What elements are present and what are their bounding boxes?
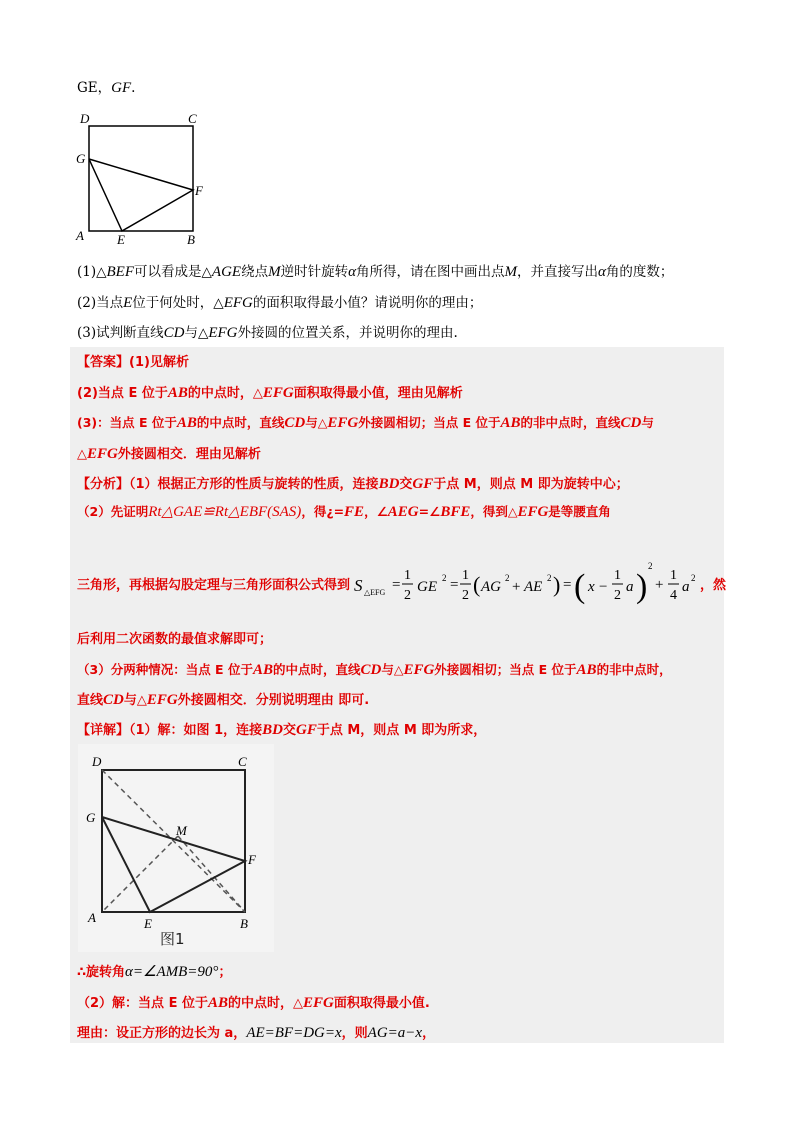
after-line-2: （2）解：当点 E 位于AB的中点时，△EFG面积取得最小值.	[77, 995, 430, 1011]
svg-text:2: 2	[462, 588, 469, 603]
svg-text:4: 4	[670, 588, 677, 603]
segment-mb	[178, 836, 245, 912]
svg-text:+: +	[655, 577, 664, 593]
label-f: F	[195, 183, 203, 198]
detail-line-1: 【详解】（1）解：如图 1，连接BD交GF于点 M，则点 M 即为所求，	[77, 722, 487, 738]
answer-line-2: (2)当点 E 位于AB的中点时，△EFG面积取得最小值，理由见解析	[77, 385, 463, 401]
after-line-1: ∴旋转角α=∠AMB=90°；	[77, 964, 232, 980]
analysis-line-5: （3）分两种情况：当点 E 位于AB的中点时，直线CD与△EFG外接圆相切；当点 E 位于AB的非中点时，	[77, 662, 672, 678]
diagonal-bd	[102, 770, 245, 912]
svg-text:=: =	[450, 577, 459, 593]
label-c-2: C	[238, 754, 247, 769]
intro-line: GE，GF.	[77, 80, 136, 96]
svg-text:=: =	[563, 577, 572, 593]
answer-line-3: (3)：当点 E 位于AB的中点时，直线CD与△EFG外接圆相切；当点 E 位于AB的非中点时，直线CD与	[77, 415, 654, 431]
label-f-2: F	[248, 852, 256, 867]
svg-text:−: −	[599, 579, 608, 595]
svg-text:2: 2	[691, 573, 696, 583]
segment-ma	[102, 836, 178, 912]
svg-text:1: 1	[614, 568, 621, 583]
label-m-2: M	[176, 823, 187, 838]
analysis-line-3: 三角形，再根据勾股定理与三角形面积公式得到	[77, 578, 351, 593]
square-outline	[89, 126, 193, 231]
svg-text:a: a	[626, 579, 634, 595]
svg-text:=: =	[392, 577, 401, 593]
analysis-line-1: 【分析】（1）根据正方形的性质与旋转的性质，连接BD交GF于点 M，则点 M 即为旋转中心；	[77, 476, 629, 492]
svg-text:AE: AE	[524, 579, 543, 595]
svg-text:S: S	[354, 576, 363, 595]
analysis-line-4: 后利用二次函数的最值求解即可；	[77, 632, 273, 647]
triangle-efg	[89, 159, 193, 231]
label-d: D	[80, 111, 90, 126]
svg-text:2: 2	[404, 588, 411, 603]
label-b-2: B	[240, 916, 248, 931]
svg-text:AG: AG	[481, 579, 501, 595]
svg-text:2: 2	[547, 573, 552, 583]
svg-text:x: x	[588, 579, 595, 595]
svg-text:1: 1	[404, 568, 411, 583]
answer-line-4: △EFG外接圆相交．理由见解析	[77, 446, 261, 462]
label-g-2: G	[86, 810, 96, 825]
after-line-3: 理由：设正方形的边长为 a，AE=BF=DG=x，则AG=a−x，	[77, 1025, 436, 1041]
question-3: (3)试判断直线CD与△EFG外接圆的位置关系，并说明你的理由.	[77, 325, 458, 341]
label-g: G	[76, 151, 86, 166]
analysis-line-2: （2）先证明Rt△GAE≌Rt△EBF(SAS)，得¿=FE，∠AEG=∠BFE，得到△EFG是等腰直角	[77, 504, 611, 520]
label-b: B	[187, 232, 195, 247]
figure-caption: 图1	[160, 930, 185, 948]
svg-text:1: 1	[462, 568, 469, 583]
svg-text:+: +	[512, 579, 521, 595]
question-1: (1)△BEF可以看成是△AGE绕点M逆时针旋转α角所得，请在图中画出点M，并直接写出α角的度数；	[77, 264, 674, 280]
svg-text:2: 2	[442, 573, 447, 583]
svg-text:(: (	[473, 572, 481, 597]
label-d-2: D	[92, 754, 102, 769]
label-c: C	[188, 111, 197, 126]
analysis-line-6: 直线CD与△EFG外接圆相交．分别说明理由 即可.	[77, 692, 370, 708]
question-2: (2)当点E位于何处时，△EFG的面积取得最小值？请说明你的理由；	[77, 295, 483, 311]
label-a: A	[76, 228, 84, 243]
svg-text:GE: GE	[417, 579, 437, 595]
figure-square-1	[74, 110, 214, 250]
svg-text:(: (	[574, 568, 586, 605]
triangle-efg-2	[102, 817, 245, 912]
label-e-2: E	[144, 916, 152, 931]
svg-text:): )	[553, 572, 561, 597]
svg-text:2: 2	[648, 561, 653, 571]
label-a-2: A	[88, 910, 96, 925]
area-formula	[352, 555, 697, 615]
svg-text:a: a	[682, 579, 690, 595]
svg-text:2: 2	[505, 573, 510, 583]
svg-text:): )	[636, 568, 648, 605]
answer-line-1: 【答案】(1)见解析	[77, 355, 189, 370]
label-e: E	[117, 232, 125, 247]
svg-text:△EFG: △EFG	[364, 588, 386, 597]
analysis-line-3-end: ，然	[700, 578, 727, 593]
svg-text:2: 2	[614, 588, 621, 603]
svg-text:1: 1	[670, 568, 677, 583]
figure-1-diagram	[78, 744, 274, 952]
